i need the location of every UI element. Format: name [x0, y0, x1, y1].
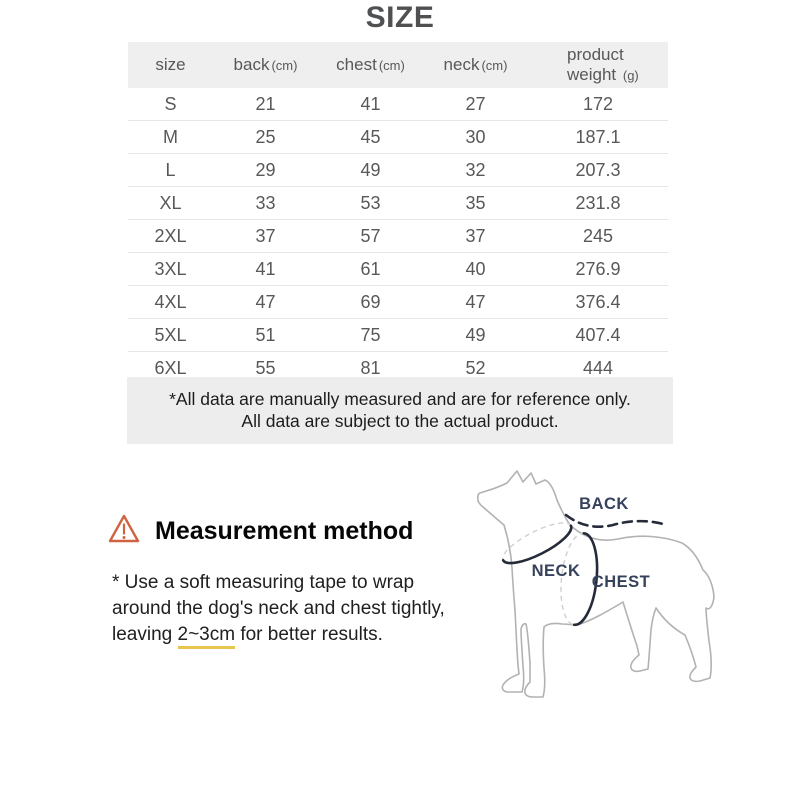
measurement-method-header: [106, 511, 413, 552]
table-row: L 29 49 32 207.3: [128, 154, 668, 187]
page-title: SIZE: [365, 1, 435, 34]
size-table: [128, 42, 668, 385]
table-row: 3XL 41 61 40 276.9: [128, 253, 668, 286]
header-product-weight: product weight (g): [528, 42, 668, 88]
dog-measurement-diagram: [458, 463, 758, 713]
measurement-instructions: [112, 570, 445, 648]
table-row: XL 33 53 35 231.8: [128, 187, 668, 220]
table-row: 5XL 51 75 49 407.4: [128, 319, 668, 352]
table-row: 4XL 47 69 47 376.4: [128, 286, 668, 319]
neck-label: NECK: [531, 562, 581, 580]
back-measure-line: [566, 515, 663, 527]
highlighted-measurement: 2~3cm: [178, 624, 236, 649]
disclaimer-line-1: *All data are manually measured and are for reference only.: [169, 389, 631, 409]
header-size: size: [128, 42, 213, 88]
header-chest-unit: (cm): [378, 58, 405, 73]
instruction-line-3: leaving 2~3cm for better results.: [112, 622, 445, 648]
disclaimer-line-2: All data are subject to the actual product.: [241, 410, 559, 431]
table-row: S 21 41 27 172: [128, 88, 668, 121]
chest-label: CHEST: [591, 573, 651, 591]
disclaimer-note: [127, 377, 673, 444]
instruction-line-1: * Use a soft measuring tape to wrap: [112, 572, 415, 593]
measurement-method-title: Measurement method: [155, 517, 414, 545]
table-row: 6XL 55 81 52 444: [128, 352, 668, 385]
header-neck-unit: (cm): [481, 58, 508, 73]
header-chest: chest (cm): [318, 42, 423, 88]
size-table-header: [128, 42, 668, 88]
table-row: 2XL 37 57 37 245: [128, 220, 668, 253]
header-neck: neck (cm): [423, 42, 528, 88]
header-weight-unit: (g): [622, 68, 639, 83]
back-label: BACK: [579, 495, 629, 513]
table-row: M 25 45 30 187.1: [128, 121, 668, 154]
warning-triangle-icon: [106, 511, 142, 552]
header-back: back (cm): [213, 42, 318, 88]
header-back-unit: (cm): [271, 58, 298, 73]
instruction-line-2: around the dog's neck and chest tightly,: [112, 598, 445, 619]
size-table-body: [128, 88, 668, 385]
